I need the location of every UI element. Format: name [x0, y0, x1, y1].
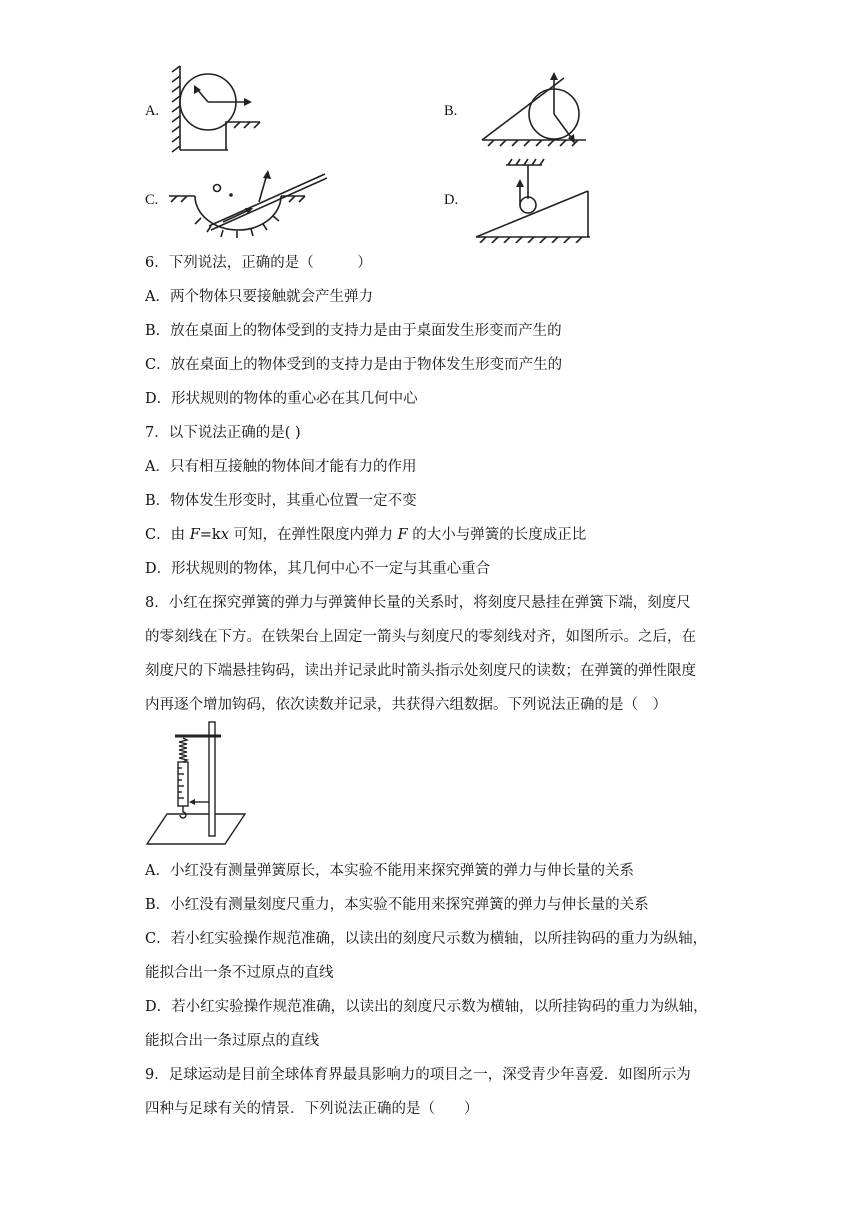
q7-c-formula-x: x	[220, 527, 229, 543]
q8-stem-line4: 内再逐个增加钩码，依次读数并记录，共获得六组数据。下列说法正确的是（ ）	[145, 697, 667, 713]
q9-stem-line1: 9．足球运动是目前全球体育界最具影响力的项目之一，深受青少年喜爱．如图所示为	[145, 1067, 691, 1083]
option-b-label: B.	[444, 103, 458, 119]
q7-stem: 7．以下说法正确的是( )	[145, 425, 301, 441]
q6-stem: 6．下列说法，正确的是（ ）	[145, 255, 372, 271]
q7-c-prefix: C．由	[145, 527, 190, 543]
q8-stem-line1: 8．小红在探究弹簧的弹力与弹簧伸长量的关系时，将刻度尺悬挂在弹簧下端，刻度尺	[145, 595, 691, 611]
q7-option-c	[145, 525, 586, 545]
q7-c-formula-mid: =k	[199, 527, 221, 543]
figure-b-ball-incline	[478, 70, 590, 150]
figure-c-rod-in-bowl	[165, 166, 327, 242]
q7-option-b: B．物体发生形变时，其重心位置一定不变	[145, 493, 417, 509]
q8-option-b: B．小红没有测量刻度尺重力，本实验不能用来探究弹簧的弹力与伸长量的关系	[145, 897, 649, 913]
option-a-label: A.	[145, 103, 160, 119]
option-c-label: C.	[145, 192, 159, 208]
q6-option-d: D．形状规则的物体的重心必在其几何中心	[145, 391, 418, 407]
q6-option-a: A．两个物体只要接触就会产生弹力	[145, 289, 373, 305]
q6-option-c: C．放在桌面上的物体受到的支持力是由于物体发生形变而产生的	[145, 357, 563, 373]
q7-c-symbol-f: F	[397, 527, 408, 543]
q8-stem-line2: 的零刻线在下方。在铁架台上固定一箭头与刻度尺的零刻线对齐，如图所示。之后，在	[145, 629, 696, 645]
figure-a-ball-wall-step	[168, 62, 268, 154]
q6-option-b: B．放在桌面上的物体受到的支持力是由于桌面发生形变而产生的	[145, 323, 562, 339]
q7-c-middle: 可知，在弹性限度内弹力	[228, 527, 398, 543]
q7-c-suffix: 的大小与弹簧的长度成正比	[407, 527, 587, 543]
q7-option-a: A．只有相互接触的物体间才能有力的作用	[145, 459, 417, 475]
q8-option-d-line1: D．若小红实验操作规范准确，以读出的刻度尺示数为横轴，以所挂钩码的重力为纵轴，	[145, 999, 708, 1015]
q9-stem-line2: 四种与足球有关的情景．下列说法正确的是（ ）	[145, 1101, 479, 1117]
q7-option-d: D．形状规则的物体，其几何中心不一定与其重心重合	[145, 561, 491, 577]
q8-option-d-line2: 能拟合出一条过原点的直线	[145, 1033, 319, 1049]
option-d-label: D.	[444, 192, 459, 208]
q8-option-a: A．小红没有测量弹簧原长，本实验不能用来探究弹簧的弹力与伸长量的关系	[145, 863, 634, 879]
q8-option-c-line1: C．若小红实验操作规范准确，以读出的刻度尺示数为横轴，以所挂钩码的重力为纵轴，	[145, 931, 708, 947]
q7-c-formula-f: F	[189, 527, 200, 543]
figure-spring-ruler-stand	[145, 720, 249, 846]
q8-option-c-line2: 能拟合出一条不过原点的直线	[145, 965, 334, 981]
figure-d-ball-string-incline	[470, 157, 598, 243]
q8-stem-line3: 刻度尺的下端悬挂钩码，读出并记录此时箭头指示处刻度尺的读数；在弹簧的弹性限度	[145, 663, 696, 679]
